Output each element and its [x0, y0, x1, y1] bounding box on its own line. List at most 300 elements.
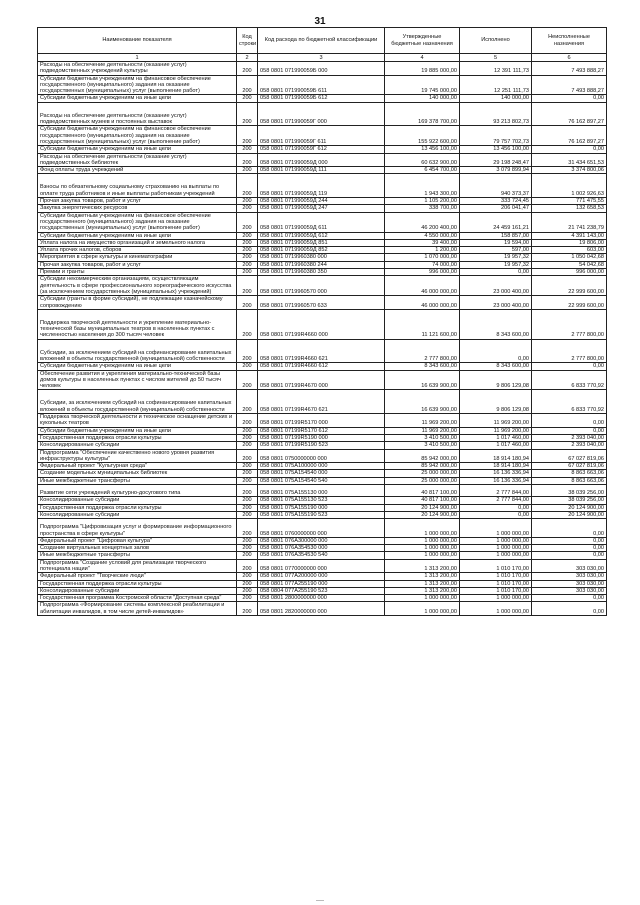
row-name: Консолидированные субсидии: [38, 442, 237, 449]
row-approved: 85 942 000,00: [385, 449, 460, 463]
row-name: Субсидии бюджетным учреждениям на финансовое обеспечение государственного (муниципального) задания на оказание государственных (муниципальных) услуг (выполнение работ): [38, 126, 237, 146]
row-classification: 058 0801 071990059Д 119: [258, 174, 385, 198]
row-executed: 9 806 129,08: [460, 390, 532, 414]
row-name: Расходы на обеспечение деятельности (оказание услуг) подведомственных библиотек: [38, 153, 237, 167]
row-name: Расходы на обеспечение деятельности (оказание услуг) подведомственных музеев и постоянных выставок: [38, 102, 237, 126]
row-name: Государственная поддержка отрасли культуры: [38, 434, 237, 441]
row-classification: 058 0801 07199R5170 612: [258, 427, 385, 434]
row-unexecuted: 303 030,00: [532, 580, 607, 587]
table-row: [38, 239, 607, 246]
row-unexecuted: 0,00: [532, 414, 607, 428]
row-code: 200: [237, 102, 258, 126]
table-row: [38, 427, 607, 434]
table-row: [38, 309, 607, 339]
row-approved: 4 550 000,00: [385, 232, 460, 239]
row-unexecuted: 0,00: [532, 363, 607, 370]
row-code: 200: [237, 339, 258, 363]
table-row: [38, 254, 607, 261]
table-row: [38, 485, 607, 497]
row-approved: 13 456 100,00: [385, 146, 460, 153]
row-unexecuted: 20 124 900,00: [532, 504, 607, 511]
row-code: 200: [237, 269, 258, 276]
row-unexecuted: 76 162 897,27: [532, 126, 607, 146]
row-unexecuted: 22 999 600,00: [532, 296, 607, 310]
row-unexecuted: 7 493 888,27: [532, 75, 607, 95]
table-row: [38, 339, 607, 363]
row-classification: 058 0801 076A354530 540: [258, 552, 385, 559]
row-unexecuted: 0,00: [532, 95, 607, 102]
row-code: 200: [237, 511, 258, 518]
row-approved: 1 313 200,00: [385, 573, 460, 580]
row-approved: 39 400,00: [385, 239, 460, 246]
row-executed: 1 000 000,00: [460, 545, 532, 552]
row-executed: 1 000 000,00: [460, 595, 532, 602]
page-number: 31: [314, 16, 326, 27]
row-approved: 20 124 900,00: [385, 511, 460, 518]
table-row: [38, 247, 607, 254]
row-approved: 1 313 200,00: [385, 580, 460, 587]
row-executed: 11 969 200,00: [460, 414, 532, 428]
row-unexecuted: 38 039 256,00: [532, 485, 607, 497]
row-code: 200: [237, 239, 258, 246]
row-classification: 058 0801 075A100000 000: [258, 463, 385, 470]
row-name: Премии и гранты: [38, 269, 237, 276]
table-row: [38, 95, 607, 102]
row-code: 200: [237, 390, 258, 414]
row-classification: 058 0801 071990059Д 000: [258, 153, 385, 167]
row-executed: 0,00: [460, 339, 532, 363]
row-classification: 058 0801 0719960570 633: [258, 296, 385, 310]
row-name: Субсидии бюджетным учреждениям на иные цели: [38, 427, 237, 434]
row-code: 200: [237, 254, 258, 261]
row-name: Федеральный проект "Цифровая культура": [38, 537, 237, 544]
row-unexecuted: 1 050 042,68: [532, 254, 607, 261]
row-unexecuted: 67 027 819,06: [532, 463, 607, 470]
row-name: Субсидии, за исключением субсидий на софинансирование капитальных вложений в объекты государственной (муниципальной) собственности: [38, 390, 237, 414]
row-executed: 8 343 600,00: [460, 309, 532, 339]
row-unexecuted: 4 391 143,00: [532, 232, 607, 239]
row-executed: 0,00: [460, 504, 532, 511]
row-approved: 46 000 000,00: [385, 296, 460, 310]
row-code: 200: [237, 595, 258, 602]
row-name: Государственная поддержка отрасли культуры: [38, 580, 237, 587]
row-classification: 058 0801 0719960570 000: [258, 276, 385, 296]
table-row: [38, 511, 607, 518]
row-name: Создание виртуальных концертных залов: [38, 545, 237, 552]
table-row: [38, 205, 607, 212]
row-name: Обеспечение развития и укрепления материально-технической базы домов культуры в населенных пунктах с числом жителей до 50 тысяч человек: [38, 370, 237, 390]
table-row: [38, 212, 607, 232]
header-unexecuted: Неисполненные назначения: [532, 28, 607, 54]
row-name: Федеральный проект "Творческие люди": [38, 573, 237, 580]
row-name: Консолидированные субсидии: [38, 497, 237, 504]
row-unexecuted: 6 833 770,92: [532, 370, 607, 390]
row-classification: 058 0801 0719960380 350: [258, 269, 385, 276]
column-number: 5: [460, 54, 532, 62]
row-executed: 9 806 129,08: [460, 370, 532, 390]
table-row: [38, 595, 607, 602]
budget-execution-table: [37, 27, 607, 616]
row-code: 200: [237, 497, 258, 504]
row-name: Государственная поддержка отрасли культуры: [38, 504, 237, 511]
row-approved: 74 000,00: [385, 261, 460, 268]
row-name: Подпрограмма "Цифровизация услуг и формирование информационного пространства в сфере культуры": [38, 519, 237, 538]
row-classification: 058 0801 07199R5190 523: [258, 442, 385, 449]
row-unexecuted: 22 999 600,00: [532, 276, 607, 296]
table-row: [38, 269, 607, 276]
row-code: 200: [237, 247, 258, 254]
table-row: [38, 296, 607, 310]
row-approved: 46 000 000,00: [385, 276, 460, 296]
row-code: 200: [237, 545, 258, 552]
row-classification: 058 0801 07199R4670 621: [258, 390, 385, 414]
row-code: 200: [237, 95, 258, 102]
row-classification: 058 0801 071990059Б 000: [258, 62, 385, 76]
row-unexecuted: 771 475,55: [532, 198, 607, 205]
row-approved: 1 105 200,00: [385, 198, 460, 205]
row-code: 200: [237, 537, 258, 544]
row-approved: 140 000,00: [385, 95, 460, 102]
row-code: 200: [237, 75, 258, 95]
row-executed: 29 198 248,47: [460, 153, 532, 167]
row-code: 200: [237, 363, 258, 370]
header-classification: Код расхода по бюджетной классификации: [258, 28, 385, 54]
row-executed: 23 000 400,00: [460, 296, 532, 310]
row-executed: 24 459 161,21: [460, 212, 532, 232]
row-classification: 058 0801 07199R4660 612: [258, 363, 385, 370]
row-code: 200: [237, 559, 258, 573]
row-executed: 1 000 000,00: [460, 602, 532, 616]
row-executed: 79 757 702,73: [460, 126, 532, 146]
row-classification: 058 0801 071990059Б 612: [258, 95, 385, 102]
table-row: [38, 232, 607, 239]
row-unexecuted: 303 030,00: [532, 559, 607, 573]
row-name: Субсидии (гранты в форме субсидий), не подлежащие казначейскому сопровождению: [38, 296, 237, 310]
row-executed: 206 041,47: [460, 205, 532, 212]
row-executed: 93 213 802,73: [460, 102, 532, 126]
row-classification: 058 0801 071990059Б 611: [258, 75, 385, 95]
table-row: [38, 102, 607, 126]
row-unexecuted: 0,00: [532, 595, 607, 602]
row-approved: 20 124 900,00: [385, 504, 460, 511]
row-code: 200: [237, 504, 258, 511]
table-row: [38, 153, 607, 167]
table-row: [38, 602, 607, 616]
table-body: [38, 62, 607, 616]
table-row: [38, 587, 607, 594]
table-row: [38, 434, 607, 441]
row-approved: 11 969 200,00: [385, 414, 460, 428]
row-unexecuted: 0,00: [532, 519, 607, 538]
row-classification: 058 0801 071990059Д 244: [258, 198, 385, 205]
row-name: Поддержка творческой деятельности и техническое оснащение детских и кукольных театров: [38, 414, 237, 428]
row-name: Иные межбюджетные трансферты: [38, 552, 237, 559]
row-executed: 1 000 000,00: [460, 552, 532, 559]
column-number: 3: [258, 54, 385, 62]
row-classification: 058 0801 2820000000 000: [258, 602, 385, 616]
row-code: 200: [237, 232, 258, 239]
row-unexecuted: 7 493 888,27: [532, 62, 607, 76]
row-approved: 1 000 000,00: [385, 519, 460, 538]
row-approved: 16 639 900,00: [385, 370, 460, 390]
table-row: [38, 573, 607, 580]
table-row: [38, 198, 607, 205]
row-executed: 1 017 460,00: [460, 442, 532, 449]
table-row: [38, 261, 607, 268]
row-code: 200: [237, 205, 258, 212]
row-classification: 058 0801 071990059Г 612: [258, 146, 385, 153]
row-executed: 8 343 600,00: [460, 363, 532, 370]
row-unexecuted: 67 027 819,06: [532, 449, 607, 463]
row-executed: 18 914 180,94: [460, 463, 532, 470]
table-row: [38, 580, 607, 587]
row-approved: 1 070 000,00: [385, 254, 460, 261]
row-executed: 1 010 170,00: [460, 587, 532, 594]
row-classification: 058 0801 0760000000 000: [258, 519, 385, 538]
row-classification: 058 0801 07199R5190 000: [258, 434, 385, 441]
row-approved: 19 885 000,00: [385, 62, 460, 76]
row-executed: 1 000 000,00: [460, 519, 532, 538]
row-unexecuted: 0,00: [532, 427, 607, 434]
row-executed: 23 000 400,00: [460, 276, 532, 296]
row-approved: 6 454 700,00: [385, 167, 460, 174]
row-code: 200: [237, 477, 258, 484]
row-approved: 169 378 700,00: [385, 102, 460, 126]
row-name: Консолидированные субсидии: [38, 511, 237, 518]
table-row: [38, 390, 607, 414]
row-name: Федеральный проект "Культурная среда": [38, 463, 237, 470]
row-name: Иные межбюджетные трансферты: [38, 477, 237, 484]
table-row: [38, 75, 607, 95]
row-approved: 1 000 000,00: [385, 545, 460, 552]
row-unexecuted: 19 806,00: [532, 239, 607, 246]
row-name: Поддержка творческой деятельности и укрепление материально-технической базы муниципальных театров в населенных пунктах с численностью населения до 300 тысяч человек: [38, 309, 237, 339]
row-executed: 16 136 336,94: [460, 470, 532, 477]
row-code: 200: [237, 167, 258, 174]
row-executed: 2 777 844,00: [460, 485, 532, 497]
table-row: [38, 442, 607, 449]
row-name: Субсидии бюджетным учреждениям на финансовое обеспечение государственного (муниципального) задания на оказание государственных (муниципальных) услуг (выполнение работ): [38, 212, 237, 232]
row-executed: 16 136 336,94: [460, 477, 532, 484]
row-unexecuted: 2 777 800,00: [532, 339, 607, 363]
header-approved: Утвержденные бюджетные назначения: [385, 28, 460, 54]
scan-mark: [316, 896, 324, 901]
row-executed: 1 000 000,00: [460, 537, 532, 544]
row-code: 200: [237, 552, 258, 559]
row-code: 200: [237, 519, 258, 538]
row-unexecuted: 2 393 040,00: [532, 442, 607, 449]
table-row: [38, 370, 607, 390]
row-classification: 058 0801 0770000000 000: [258, 559, 385, 573]
row-unexecuted: 996 000,00: [532, 269, 607, 276]
table-row: [38, 504, 607, 511]
table-row: [38, 146, 607, 153]
row-approved: 8 343 600,00: [385, 363, 460, 370]
row-name: Субсидии бюджетным учреждениям на иные цели: [38, 146, 237, 153]
table-row: [38, 552, 607, 559]
row-executed: 19 957,32: [460, 254, 532, 261]
row-code: 200: [237, 580, 258, 587]
row-classification: 058 0801 075A155190 523: [258, 511, 385, 518]
row-approved: 85 942 000,00: [385, 463, 460, 470]
row-classification: 058 0801 075A155130 523: [258, 497, 385, 504]
table-row: [38, 62, 607, 76]
row-code: 200: [237, 414, 258, 428]
table-row: [38, 363, 607, 370]
header-code: Код строки: [237, 28, 258, 54]
row-executed: 12 251 111,73: [460, 75, 532, 95]
row-code: 200: [237, 449, 258, 463]
column-number: 2: [237, 54, 258, 62]
row-approved: 1 313 200,00: [385, 587, 460, 594]
row-classification: 058 0801 071990059Г 000: [258, 102, 385, 126]
table-row: [38, 545, 607, 552]
row-approved: 1 000 000,00: [385, 537, 460, 544]
row-classification: 058 0801 075A155190 000: [258, 504, 385, 511]
row-approved: 40 817 100,00: [385, 497, 460, 504]
row-code: 200: [237, 296, 258, 310]
row-unexecuted: 0,00: [532, 552, 607, 559]
row-unexecuted: 38 039 256,00: [532, 497, 607, 504]
row-approved: 338 700,00: [385, 205, 460, 212]
row-classification: 058 0801 077A200000 000: [258, 573, 385, 580]
row-approved: 46 200 400,00: [385, 212, 460, 232]
row-classification: 058 0801 07199R5170 000: [258, 414, 385, 428]
row-classification: 058 0801 071990059Д 611: [258, 212, 385, 232]
row-executed: 1 010 170,00: [460, 559, 532, 573]
row-executed: 333 724,45: [460, 198, 532, 205]
row-classification: 058 0801 0750000000 000: [258, 449, 385, 463]
row-classification: 058 0801 075A155130 000: [258, 485, 385, 497]
row-classification: 058 0801 075A154540 540: [258, 477, 385, 484]
row-name: Создание модельных муниципальных библиотек: [38, 470, 237, 477]
row-name: Государственная программа Костромской области "Доступная среда": [38, 595, 237, 602]
row-code: 200: [237, 174, 258, 198]
row-code: 200: [237, 602, 258, 616]
table-row: [38, 477, 607, 484]
row-classification: 058 0801 071990059Д 612: [258, 232, 385, 239]
row-approved: 996 000,00: [385, 269, 460, 276]
row-executed: 19 957,32: [460, 261, 532, 268]
row-classification: 058 0801 0719960380 244: [258, 261, 385, 268]
table-row: [38, 276, 607, 296]
row-approved: 25 000 000,00: [385, 470, 460, 477]
row-code: 200: [237, 276, 258, 296]
row-executed: 0,00: [460, 511, 532, 518]
row-approved: 2 777 800,00: [385, 339, 460, 363]
row-executed: 1 010 170,00: [460, 580, 532, 587]
row-classification: 058 0801 071990059Д 247: [258, 205, 385, 212]
row-name: Субсидии бюджетным учреждениям на иные цели: [38, 95, 237, 102]
row-unexecuted: 21 741 238,79: [532, 212, 607, 232]
row-unexecuted: 20 124 900,00: [532, 511, 607, 518]
row-code: 200: [237, 261, 258, 268]
row-unexecuted: 8 863 663,06: [532, 470, 607, 477]
column-number: 6: [532, 54, 607, 62]
row-classification: 058 0804 077A255190 523: [258, 587, 385, 594]
row-classification: 058 0801 075A154540 000: [258, 470, 385, 477]
row-name: Прочая закупка товаров, работ и услуг: [38, 198, 237, 205]
row-executed: 3 079 899,94: [460, 167, 532, 174]
row-name: Уплата налога на имущество организаций и земельного налога: [38, 239, 237, 246]
row-approved: 19 745 000,00: [385, 75, 460, 95]
table-row: [38, 519, 607, 538]
table-row: [38, 126, 607, 146]
row-code: 200: [237, 212, 258, 232]
row-name: Уплата прочих налогов, сборов: [38, 247, 237, 254]
header-executed: Исполнено: [460, 28, 532, 54]
row-unexecuted: 6 833 770,92: [532, 390, 607, 414]
row-executed: 940 373,37: [460, 174, 532, 198]
row-approved: 1 000 000,00: [385, 595, 460, 602]
row-executed: 11 969 200,00: [460, 427, 532, 434]
row-executed: 12 391 111,73: [460, 62, 532, 76]
table-row: [38, 537, 607, 544]
row-name: Взносы по обязательному социальному страхованию на выплаты по оплате труда работников и иные выплаты работникам учреждений: [38, 174, 237, 198]
row-classification: 058 0801 07199R4660 000: [258, 309, 385, 339]
row-name: Прочая закупка товаров, работ и услуг: [38, 261, 237, 268]
table-row: [38, 470, 607, 477]
row-code: 200: [237, 146, 258, 153]
row-name: Субсидии бюджетным учреждениям на финансовое обеспечение государственного (муниципального) задания на оказание государственных (муниципальных) услуг (выполнение работ): [38, 75, 237, 95]
row-classification: 058 0801 076A354530 000: [258, 545, 385, 552]
row-unexecuted: 2 393 040,00: [532, 434, 607, 441]
row-code: 200: [237, 309, 258, 339]
row-code: 200: [237, 126, 258, 146]
row-name: Подпрограмма "Обеспечение качественно нового уровня развития инфраструктуры культуры": [38, 449, 237, 463]
table-row: [38, 167, 607, 174]
row-classification: 058 0801 071990059Д 851: [258, 239, 385, 246]
row-approved: 60 632 900,00: [385, 153, 460, 167]
row-classification: 058 0801 071990059Г 611: [258, 126, 385, 146]
row-name: Фонд оплаты труда учреждений: [38, 167, 237, 174]
row-unexecuted: 76 162 897,27: [532, 102, 607, 126]
row-approved: 1 000 000,00: [385, 602, 460, 616]
row-unexecuted: 2 777 800,00: [532, 309, 607, 339]
row-classification: 058 0801 0719960380 000: [258, 254, 385, 261]
row-name: Субсидии бюджетным учреждениям на иные цели: [38, 363, 237, 370]
row-classification: 058 0801 2800000000 000: [258, 595, 385, 602]
row-classification: 058 0801 071990059Д 111: [258, 167, 385, 174]
row-executed: 13 456 100,00: [460, 146, 532, 153]
header-name: Наименование показателя: [38, 28, 237, 54]
row-unexecuted: 303 030,00: [532, 573, 607, 580]
row-code: 200: [237, 470, 258, 477]
row-name: Субсидии бюджетным учреждениям на иные цели: [38, 232, 237, 239]
column-number: 4: [385, 54, 460, 62]
row-executed: 597,00: [460, 247, 532, 254]
row-unexecuted: 0,00: [532, 545, 607, 552]
row-unexecuted: 8 863 663,06: [532, 477, 607, 484]
row-code: 200: [237, 427, 258, 434]
row-name: Субсидии некоммерческим организациям, осуществляющим деятельность в сфере профессионального хореографического искусства (за исключением государственных (муниципальных) учреждений): [38, 276, 237, 296]
row-code: 200: [237, 434, 258, 441]
row-executed: 2 777 844,00: [460, 497, 532, 504]
row-unexecuted: 0,00: [532, 146, 607, 153]
row-code: 200: [237, 198, 258, 205]
row-code: 200: [237, 573, 258, 580]
row-unexecuted: 54 042,68: [532, 261, 607, 268]
row-approved: 25 000 000,00: [385, 477, 460, 484]
table-header-row: [38, 28, 607, 54]
row-classification: 058 0801 071990059Д 852: [258, 247, 385, 254]
row-executed: 1 010 170,00: [460, 573, 532, 580]
table-row: [38, 559, 607, 573]
row-approved: 40 817 100,00: [385, 485, 460, 497]
row-code: 200: [237, 62, 258, 76]
row-unexecuted: 303 030,00: [532, 587, 607, 594]
row-classification: 058 0801 07199R4660 621: [258, 339, 385, 363]
